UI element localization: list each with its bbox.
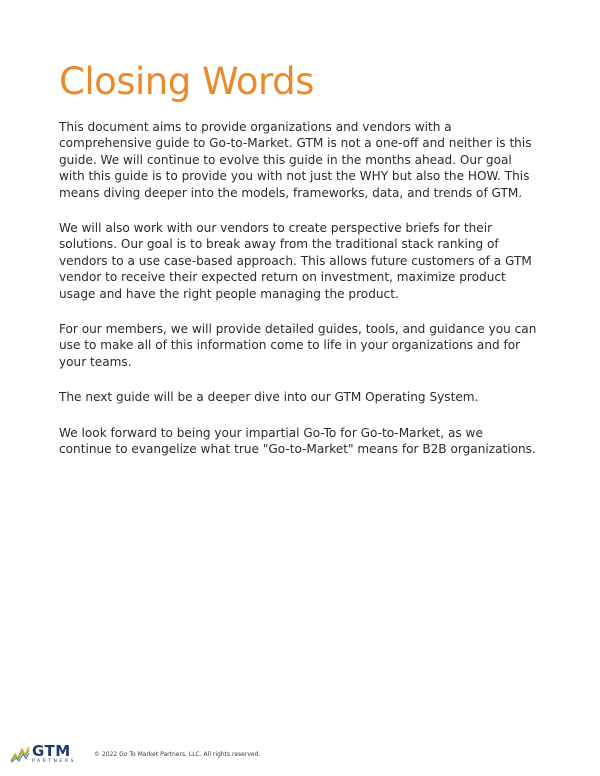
paragraph-5: We look forward to being your impartial Go-To for Go-to-Market, as we continue to evangelize what true "Go-to-Market" means for B2B organizations. xyxy=(59,425,536,457)
body-text xyxy=(59,119,539,477)
logo-subtitle: PARTNERS xyxy=(32,758,77,764)
logo-wordmark: GTM xyxy=(32,741,71,760)
gtm-partners-logo xyxy=(10,741,77,765)
paragraph-3: For our members, we will provide detailed guides, tools, and guidance you can use to make all of this information come to life in your organizations and for your teams. xyxy=(59,322,537,369)
copyright-notice: © 2022 Go To Market Partners, LLC. All rights reserved. xyxy=(94,750,261,758)
footer xyxy=(10,742,260,766)
gtm-logo-mark-icon xyxy=(10,745,30,763)
paragraph-2: We will also work with our vendors to create perspective briefs for their solutions. Our goal is to break away from the traditional stack ranking of vendors to a use case-based approach. This allows future customers of a GTM vendor to receive their expected return on investment, maximize product usage and have the right people managing the product. xyxy=(59,221,532,301)
paragraph-1: This document aims to provide organizations and vendors with a comprehensive guide to Go-to-Market. GTM is not a one-off and neither is this guide. We will continue to evolve this guide in the months ahead. Our goal with this guide is to provide you with not just the WHY but also the HOW. This means diving deeper into the models, frameworks, data, and trends of GTM. xyxy=(59,120,532,200)
paragraph-4: The next guide will be a deeper dive into our GTM Operating System. xyxy=(59,390,479,405)
page-title: Closing Words xyxy=(59,60,314,103)
